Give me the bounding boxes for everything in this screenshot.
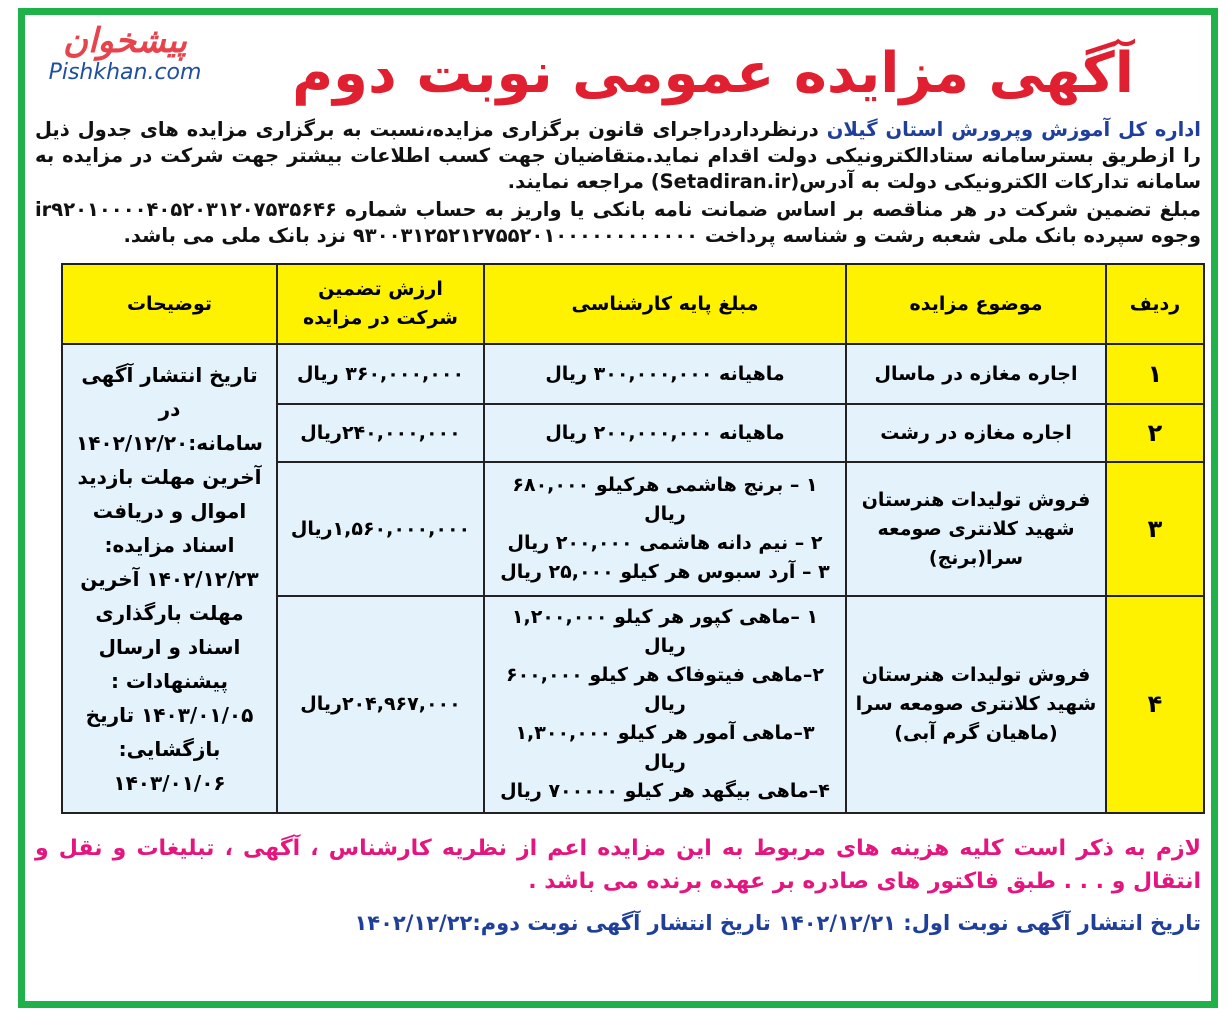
row-subject: اجاره مغازه در ماسال — [846, 344, 1106, 404]
row-num: ۱ — [1106, 344, 1204, 404]
row-base: ۱ – برنج هاشمی هرکیلو ۶۸۰,۰۰۰ ریال ۲ – نیم دانه هاشمی ۲۰۰,۰۰۰ ریال ۳ – آرد سبوس هر کیلو ۲۵,۰۰۰ ریال — [484, 462, 846, 596]
row-subject: فروش تولیدات هنرستان شهید کلانتری صومعه سرا (ماهیان گرم آبی) — [846, 596, 1106, 813]
logo-en: Pishkhan.com — [48, 60, 202, 85]
row-num: ۴ — [1106, 596, 1204, 813]
organization-name: اداره کل آموزش وپرورش استان گیلان — [826, 118, 1201, 141]
ad-frame — [18, 8, 1218, 1008]
row-guarantee: ۱,۵۶۰,۰۰۰,۰۰۰ریال — [277, 462, 484, 596]
pishkhan-logo — [35, 19, 215, 85]
row-num: ۳ — [1106, 462, 1204, 596]
guarantee-text: مبلغ تضمین شرکت در هر مناقصه بر اساس ضمانت نامه بانکی یا واریز به حساب شماره ir۹۲۰۱۰۰۰۰۴۰۵۲۰۳۱۲۰۷۵۳۵۶۴۶ وجوه سپرده بانک ملی شعبه رشت و شناسه پرداخت ۹۳۰۰۳۱۲۵۲۱۲۷۵۵۲۰۱۰۰۰۰۰۰۰۰۰۰۰۰ نزد بانک ملی می باشد. — [35, 198, 1201, 247]
notes-cell: تاریخ انتشار آگهی در سامانه:۱۴۰۲/۱۲/۲۰ آخرین مهلت بازدید اموال و دریافت اسناد مزایده: ۱۴۰۲/۱۲/۲۳ آخرین مهلت بارگذاری اسناد و ارسال پیشنهادات : ۱۴۰۳/۰۱/۰۵ تاریخ بازگشایی: ۱۴۰۳/۰۱/۰۶ — [62, 344, 277, 813]
intro-paragraph — [35, 117, 1201, 249]
table-wrapper — [61, 263, 1203, 814]
header-notes: توضیحات — [62, 264, 277, 344]
table-header-row — [62, 264, 1204, 344]
table-row — [62, 344, 1204, 404]
publication-dates: تاریخ انتشار آگهی نوبت اول: ۱۴۰۲/۱۲/۲۱ تاریخ انتشار آگهی نوبت دوم:۱۴۰۲/۱۲/۲۲ — [354, 911, 1201, 935]
logo-fa: پیشخوان — [63, 21, 187, 61]
row-base: ۱ –ماهی کپور هر کیلو ۱,۲۰۰,۰۰۰ ریال ۲–ماهی فیتوفاک هر کیلو ۶۰۰,۰۰۰ ریال ۳–ماهی آمور هر کیلو ۱,۳۰۰,۰۰۰ ریال ۴–ماهی بیگهد هر کیلو ۷۰۰۰۰۰ ریال — [484, 596, 846, 813]
cost-warning: لازم به ذکر است کلیه هزینه های مربوط به این مزایده اعم از نظریه کارشناس ، آگهی ، تبلیغات و نقل و انتقال و . . . طبق فاکتور های صادره بر عهده برنده می باشد . — [35, 836, 1201, 894]
auction-table — [61, 263, 1205, 814]
ad-header — [35, 19, 1201, 109]
row-subject: فروش تولیدات هنرستان شهید کلانتری صومعه سرا(برنج) — [846, 462, 1106, 596]
row-guarantee: ۳۶۰,۰۰۰,۰۰۰ ریال — [277, 344, 484, 404]
row-guarantee: ۲۰۴,۹۶۷,۰۰۰ریال — [277, 596, 484, 813]
header-num: ردیف — [1106, 264, 1204, 344]
header-base: مبلغ پایه کارشناسی — [484, 264, 846, 344]
row-base: ماهیانه ۲۰۰,۰۰۰,۰۰۰ ریال — [484, 404, 846, 462]
ad-title: آگهی مزایده عمومی نوبت دوم — [292, 41, 1134, 106]
row-num: ۲ — [1106, 404, 1204, 462]
intro-text: درنظرداردراجرای قانون برگزاری مزایده،نسبت به برگزاری مزایده های جدول ذیل را ازطریق بسترسامانه ستادالکترونیکی دولت اقدام نماید.متقاضیان جهت کسب اطلاعات بیشتر جهت شرکت در مزایده به سامانه تدارکات الکترونیکی دولت به آدرس(Setadiran.ir) مراجعه نمایند. — [35, 118, 1201, 193]
row-guarantee: ۲۴۰,۰۰۰,۰۰۰ریال — [277, 404, 484, 462]
row-subject: اجاره مغازه در رشت — [846, 404, 1106, 462]
header-guarantee: ارزش تضمین شرکت در مزایده — [277, 264, 484, 344]
row-base: ماهیانه ۳۰۰,۰۰۰,۰۰۰ ریال — [484, 344, 846, 404]
header-subject: موضوع مزایده — [846, 264, 1106, 344]
